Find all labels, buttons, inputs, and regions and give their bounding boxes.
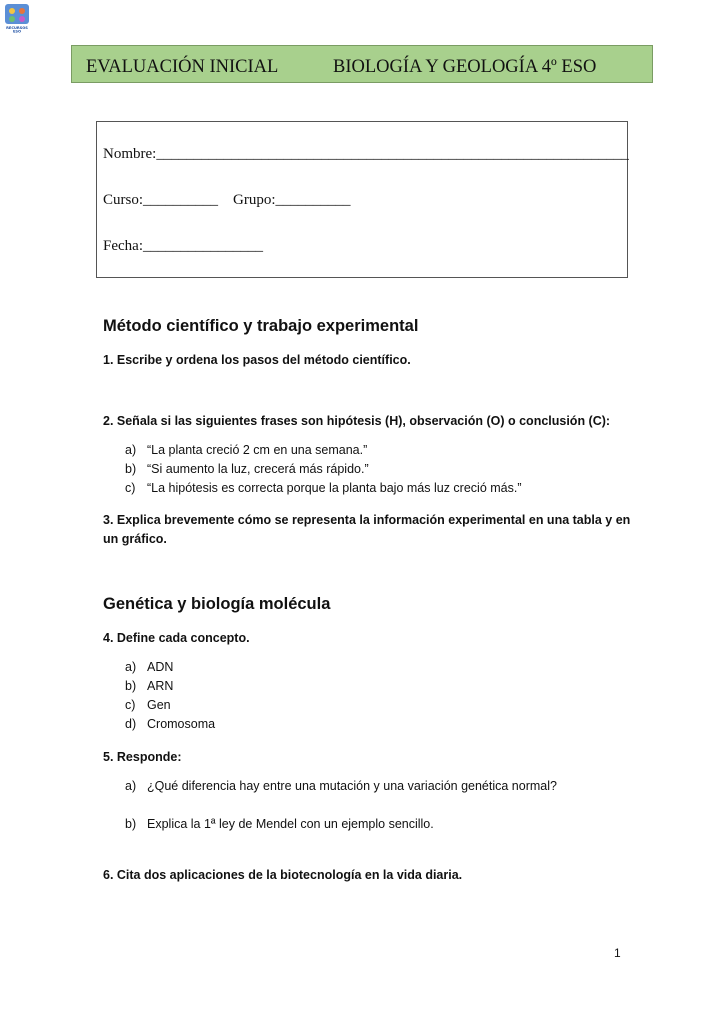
recursos-eso-logo [4, 3, 30, 33]
section-title-genetics: Genética y biología molécula [103, 595, 331, 613]
question-5-option-b [125, 817, 434, 831]
option-marker: b) [125, 679, 137, 693]
option-text: “La hipótesis es correcta porque la planta bajo más luz creció más.” [147, 481, 522, 495]
option-marker: c) [125, 481, 136, 495]
option-text: ¿Qué diferencia hay entre una mutación y una variación genética normal? [147, 779, 557, 793]
option-text: Explica la 1ª ley de Mendel con un ejemplo sencillo. [147, 817, 434, 831]
option-text: Cromosoma [147, 717, 216, 731]
question-3: 3. Explica brevemente cómo se representa la información experimental en una tabla y en un gráfico. [103, 513, 631, 546]
svg-text:ESO: ESO [12, 29, 22, 33]
option-text: ADN [147, 660, 174, 674]
option-marker: c) [125, 698, 136, 712]
group-field[interactable]: Grupo:__________ [233, 192, 351, 208]
option-text: ARN [147, 679, 174, 693]
question-4: 4. Define cada concepto. [103, 631, 250, 645]
question-5-option-a [125, 779, 557, 793]
section-title-scientific-method: Método científico y trabajo experimental [103, 317, 419, 335]
subject-title: BIOLOGÍA Y GEOLOGÍA 4º ESO [333, 57, 597, 77]
option-marker: d) [125, 717, 137, 731]
option-marker: a) [125, 660, 137, 674]
exam-header [71, 45, 653, 83]
option-marker: b) [125, 462, 137, 476]
question-1: 1. Escribe y ordena los pasos del método científico. [103, 353, 411, 367]
question-4-option-d [125, 717, 215, 731]
svg-text:RECURSOS: RECURSOS [6, 26, 28, 30]
option-text: Gen [147, 698, 171, 712]
question-2-option-c [125, 481, 522, 495]
question-4-option-a [125, 660, 173, 674]
page-number: 1 [614, 946, 621, 960]
question-5: 5. Responde: [103, 750, 182, 764]
student-info-box [96, 121, 628, 278]
option-text: “Si aumento la luz, crecerá más rápido.” [147, 462, 369, 476]
question-2-option-b [125, 462, 369, 476]
option-marker: a) [125, 443, 137, 457]
question-2-option-a [125, 443, 367, 457]
date-field[interactable]: Fecha:________________ [103, 238, 263, 254]
name-field[interactable]: Nombre:_______________________________________________________________ [103, 146, 629, 162]
question-6: 6. Cita dos aplicaciones de la biotecnología en la vida diaria. [103, 868, 463, 882]
option-text: “La planta creció 2 cm en una semana.” [147, 443, 368, 457]
option-marker: b) [125, 817, 137, 831]
option-marker: a) [125, 779, 137, 793]
course-field[interactable]: Curso:__________ [103, 192, 219, 208]
exam-title: EVALUACIÓN INICIAL [86, 57, 279, 77]
question-2: 2. Señala si las siguientes frases son hipótesis (H), observación (O) o conclusión (C): [103, 414, 611, 428]
question-4-option-b [125, 679, 173, 693]
question-4-option-c [125, 698, 171, 712]
